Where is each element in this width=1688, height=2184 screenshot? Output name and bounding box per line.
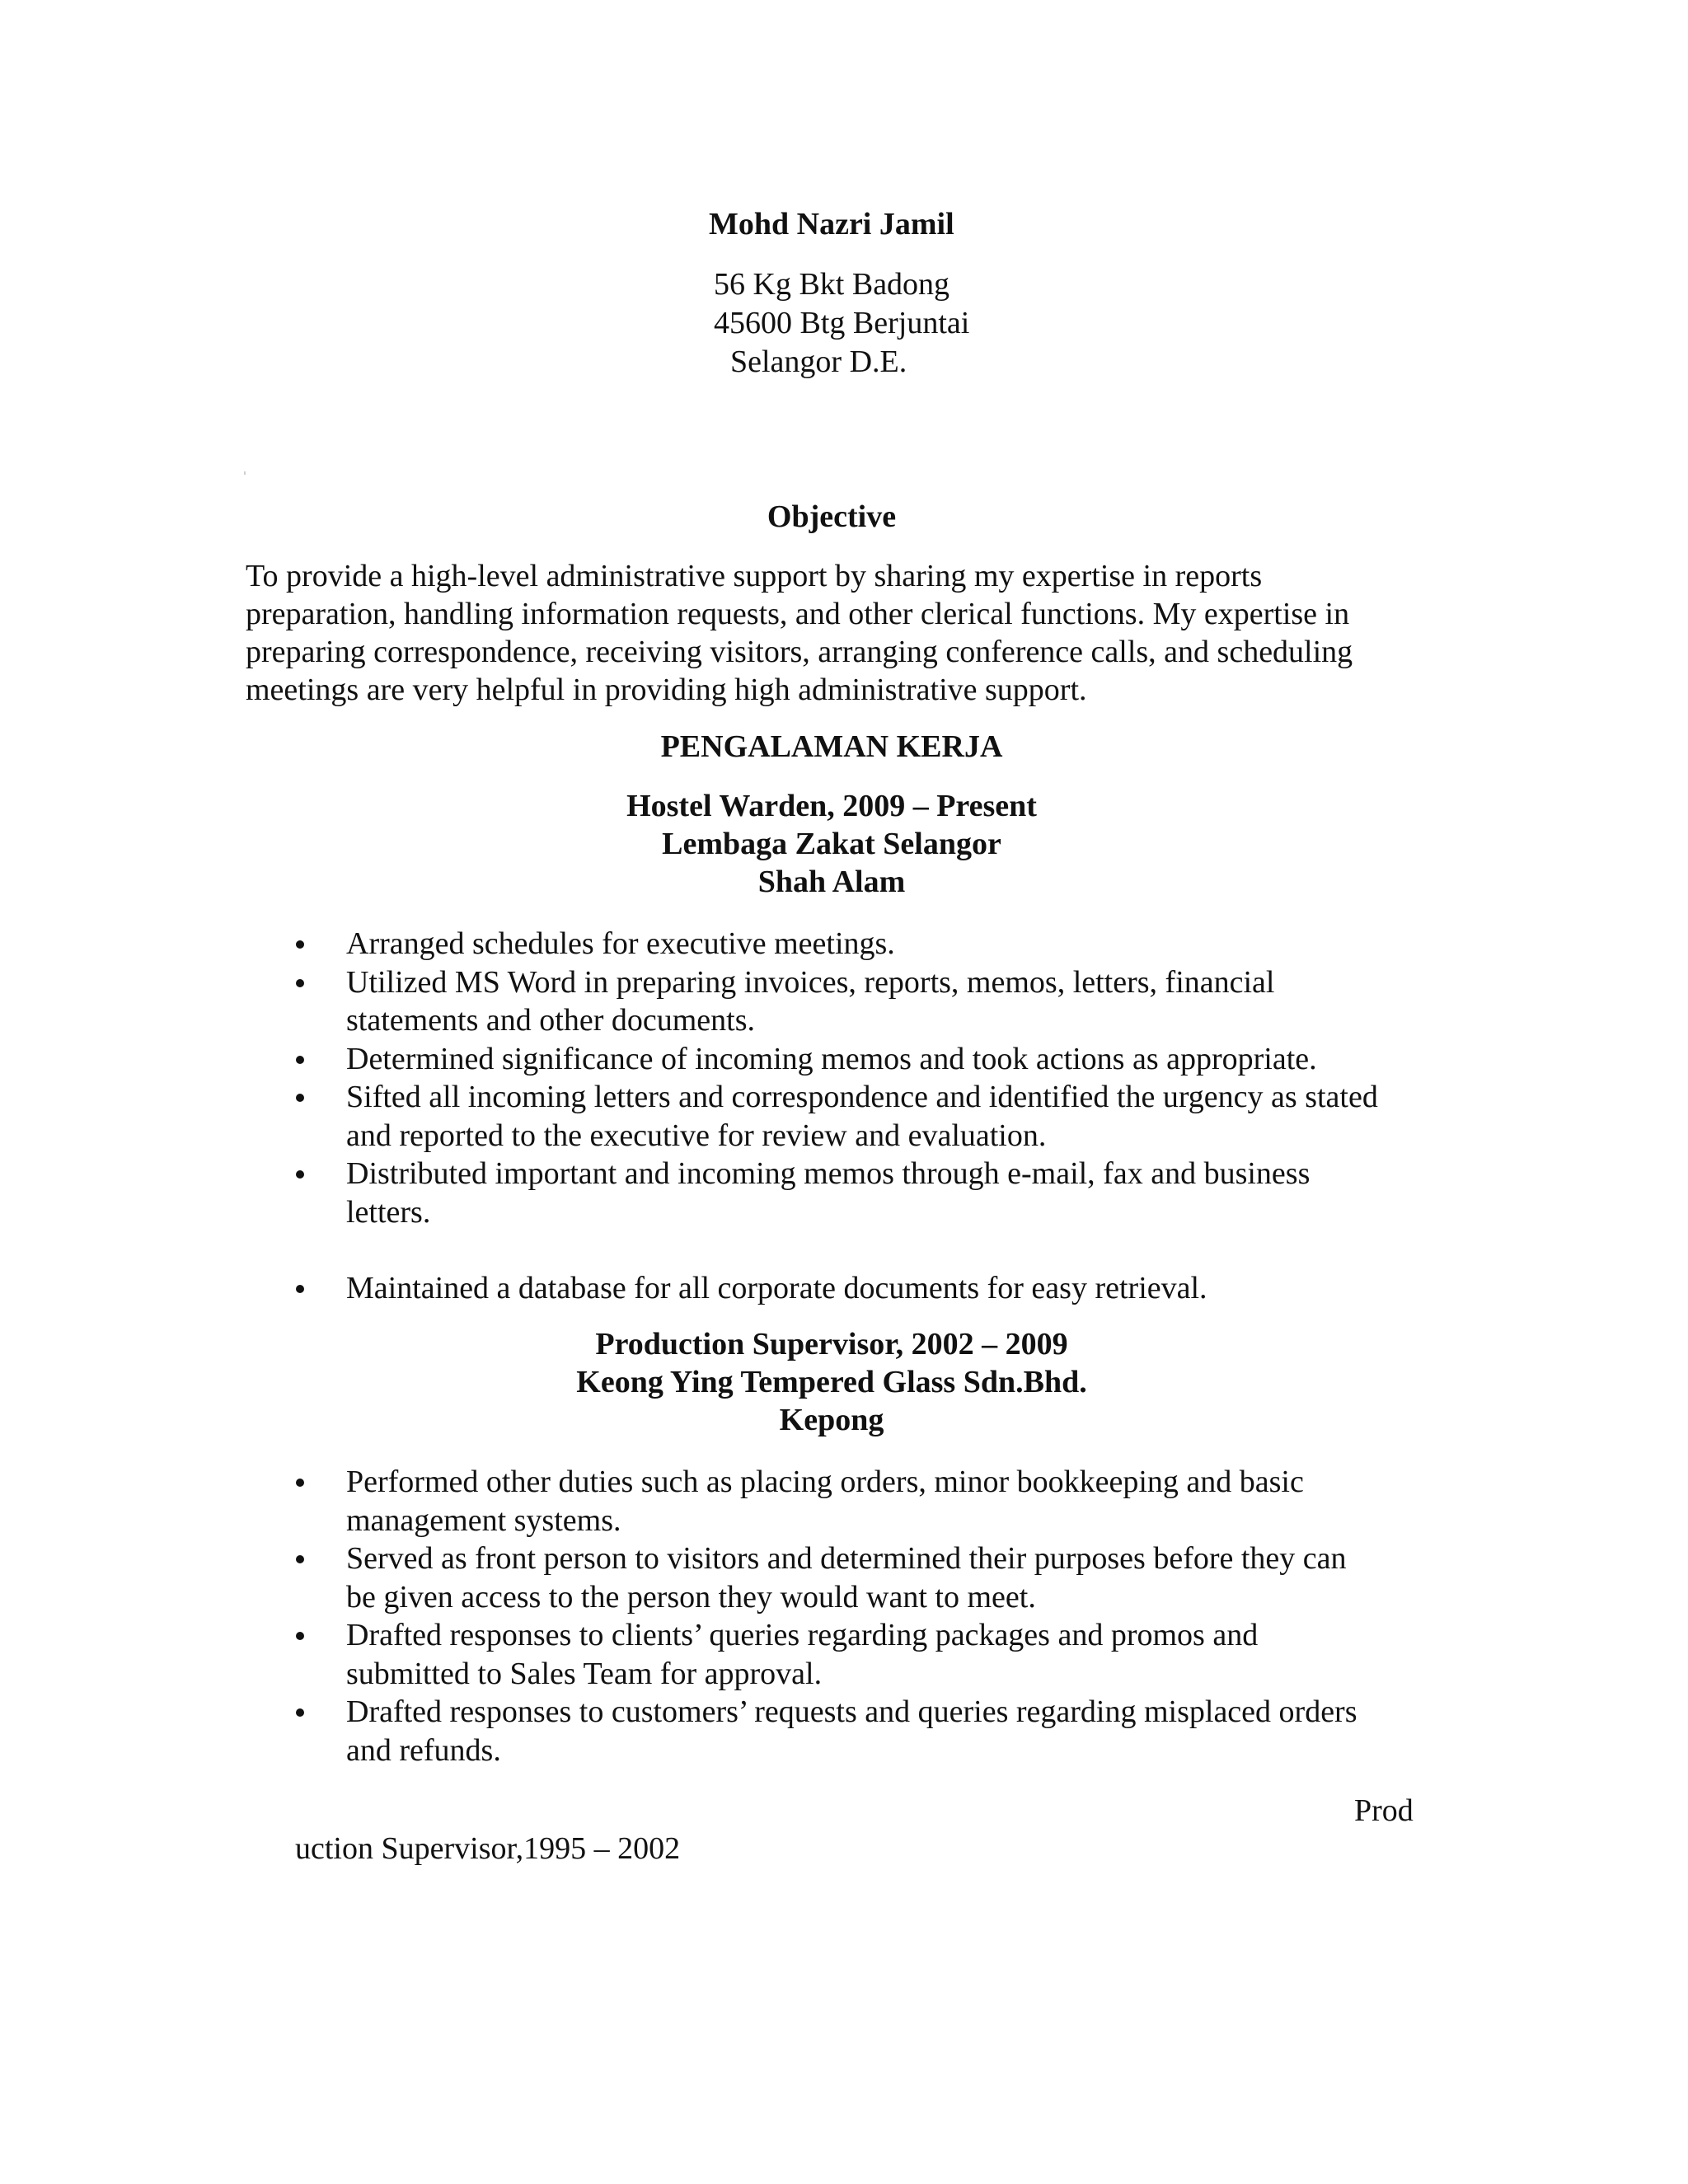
address-line-2: 45600 Btg Berjuntai bbox=[714, 306, 970, 340]
objective-line: preparing correspondence, receiving visitors, arranging conference calls, and scheduling bbox=[246, 635, 1353, 669]
objective-text bbox=[246, 557, 1449, 709]
bullet-icon bbox=[296, 1094, 304, 1102]
experience-heading: PENGALAMAN KERJA bbox=[660, 729, 1003, 764]
duty-item: Utilized MS Word in preparing invoices, reports, memos, letters, financial statements and other documents. bbox=[288, 963, 1459, 1040]
duty-item: Performed other duties such as placing orders, minor bookkeeping and basic management systems. bbox=[288, 1463, 1459, 1540]
address-line-1: 56 Kg Bkt Badong bbox=[714, 267, 950, 302]
objective-line: To provide a high-level administrative support by sharing my expertise in reports bbox=[246, 559, 1263, 593]
bullet-icon bbox=[296, 979, 304, 987]
job-location: Kepong bbox=[779, 1403, 884, 1437]
bullet-icon bbox=[296, 940, 304, 949]
job-company: Lembaga Zakat Selangor bbox=[662, 827, 1001, 861]
job-title: Hostel Warden, 2009 – Present bbox=[626, 789, 1037, 823]
objective-line: preparation, handling information requests, and other clerical functions. My expertise in bbox=[246, 597, 1350, 631]
applicant-name: Mohd Nazri Jamil bbox=[709, 207, 954, 241]
bullet-icon bbox=[296, 1632, 304, 1640]
job-1-header bbox=[0, 787, 1663, 901]
address-line-3: Selangor D.E. bbox=[730, 344, 907, 379]
duty-item: Drafted responses to customers’ requests and queries regarding misplaced orders and refunds. bbox=[288, 1693, 1459, 1769]
duty-item: Sifted all incoming letters and correspondence and identified the urgency as stated and reported to the executive for review and evaluation. bbox=[288, 1078, 1459, 1155]
trailing-job-title-part-1: Prod bbox=[1354, 1793, 1414, 1828]
job-2-header bbox=[0, 1325, 1663, 1439]
bullet-icon bbox=[296, 1285, 304, 1293]
job-2-duties bbox=[288, 1463, 1459, 1769]
address-block bbox=[714, 265, 969, 382]
job-title: Production Supervisor, 2002 – 2009 bbox=[595, 1327, 1068, 1361]
objective-heading: Objective bbox=[767, 499, 897, 534]
duty-item: Arranged schedules for executive meetings. bbox=[288, 925, 1459, 963]
duty-item: Drafted responses to clients’ queries regarding packages and promos and submitted to Sales Team for approval. bbox=[288, 1616, 1459, 1693]
scan-speck bbox=[244, 471, 246, 475]
trailing-job-title-part-2: uction Supervisor,1995 – 2002 bbox=[295, 1831, 681, 1866]
duty-item: Served as front person to visitors and determined their purposes before they can be given access to the person they would want to meet. bbox=[288, 1540, 1459, 1616]
duty-item: Maintained a database for all corporate documents for easy retrieval. bbox=[288, 1269, 1459, 1308]
job-location: Shah Alam bbox=[757, 865, 906, 899]
duty-item: Distributed important and incoming memos through e-mail, fax and business letters. bbox=[288, 1155, 1459, 1231]
bullet-icon bbox=[296, 1479, 304, 1487]
job-1-duties bbox=[288, 925, 1459, 1308]
duty-item: Determined significance of incoming memos and took actions as appropriate. bbox=[288, 1040, 1459, 1079]
bullet-icon bbox=[296, 1170, 304, 1179]
bullet-icon bbox=[296, 1708, 304, 1717]
bullet-icon bbox=[296, 1555, 304, 1563]
bullet-icon bbox=[296, 1056, 304, 1064]
job-company: Keong Ying Tempered Glass Sdn.Bhd. bbox=[576, 1365, 1087, 1399]
objective-line: meetings are very helpful in providing high administrative support. bbox=[246, 673, 1087, 707]
